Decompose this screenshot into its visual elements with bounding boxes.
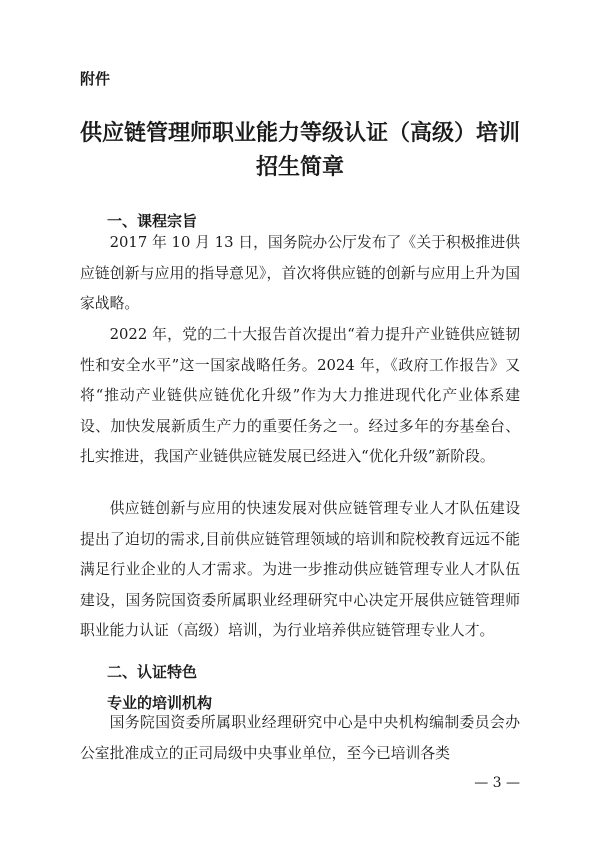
page-number: — 3 —	[474, 775, 520, 791]
section-heading-features: 二、认证特色	[107, 663, 198, 681]
paragraph: 供应链创新与应用的快速发展对供应链管理专业人才队伍建设提出了迫切的需求,目前供应链管理领域的培训和院校教育远远不能满足行业企业的人才需求。为进一步推动供应链管理专业人才队伍建设，国务院国资委所属职业经理研究中心决定开展供应链管理师职业能力认证（高级）培训，为行业培养供应链管理专业人才。	[80, 500, 520, 639]
paragraph: 2017 年 10 月 13 日，国务院办公厅发布了《关于积极推进供应链创新与应用的指导意见》，首次将供应链的创新与应用上升为国家战略。	[80, 234, 520, 312]
document-title-line1: 供应链管理师职业能力等级认证（高级）培训	[79, 120, 520, 146]
paragraph: 2022 年，党的二十大报告首次提出“着力提升产业链供应链韧性和安全水平”这一国家战略任务。2024 年，《政府工作报告》又将“推动产业链供应链优化升级”作为大力推进现代化产业体系建设、加快发展新质生产力的重要任务之一。经过多年的夯基垒台、扎实推进，我国产业链供应链发展已经进入“优化升级”新阶段。	[80, 326, 520, 465]
subheading-training-institution: 专业的培训机构	[107, 694, 213, 712]
document-title-line2: 招生简章	[255, 154, 344, 180]
paragraph: 国务院国资委所属职业经理研究中心是中央机构编制委员会办公室批准成立的正司局级中央事业单位，至今已培训各类	[80, 714, 520, 762]
annex-label: 附件	[80, 70, 111, 88]
section-heading-purpose: 一、课程宗旨	[107, 212, 198, 230]
